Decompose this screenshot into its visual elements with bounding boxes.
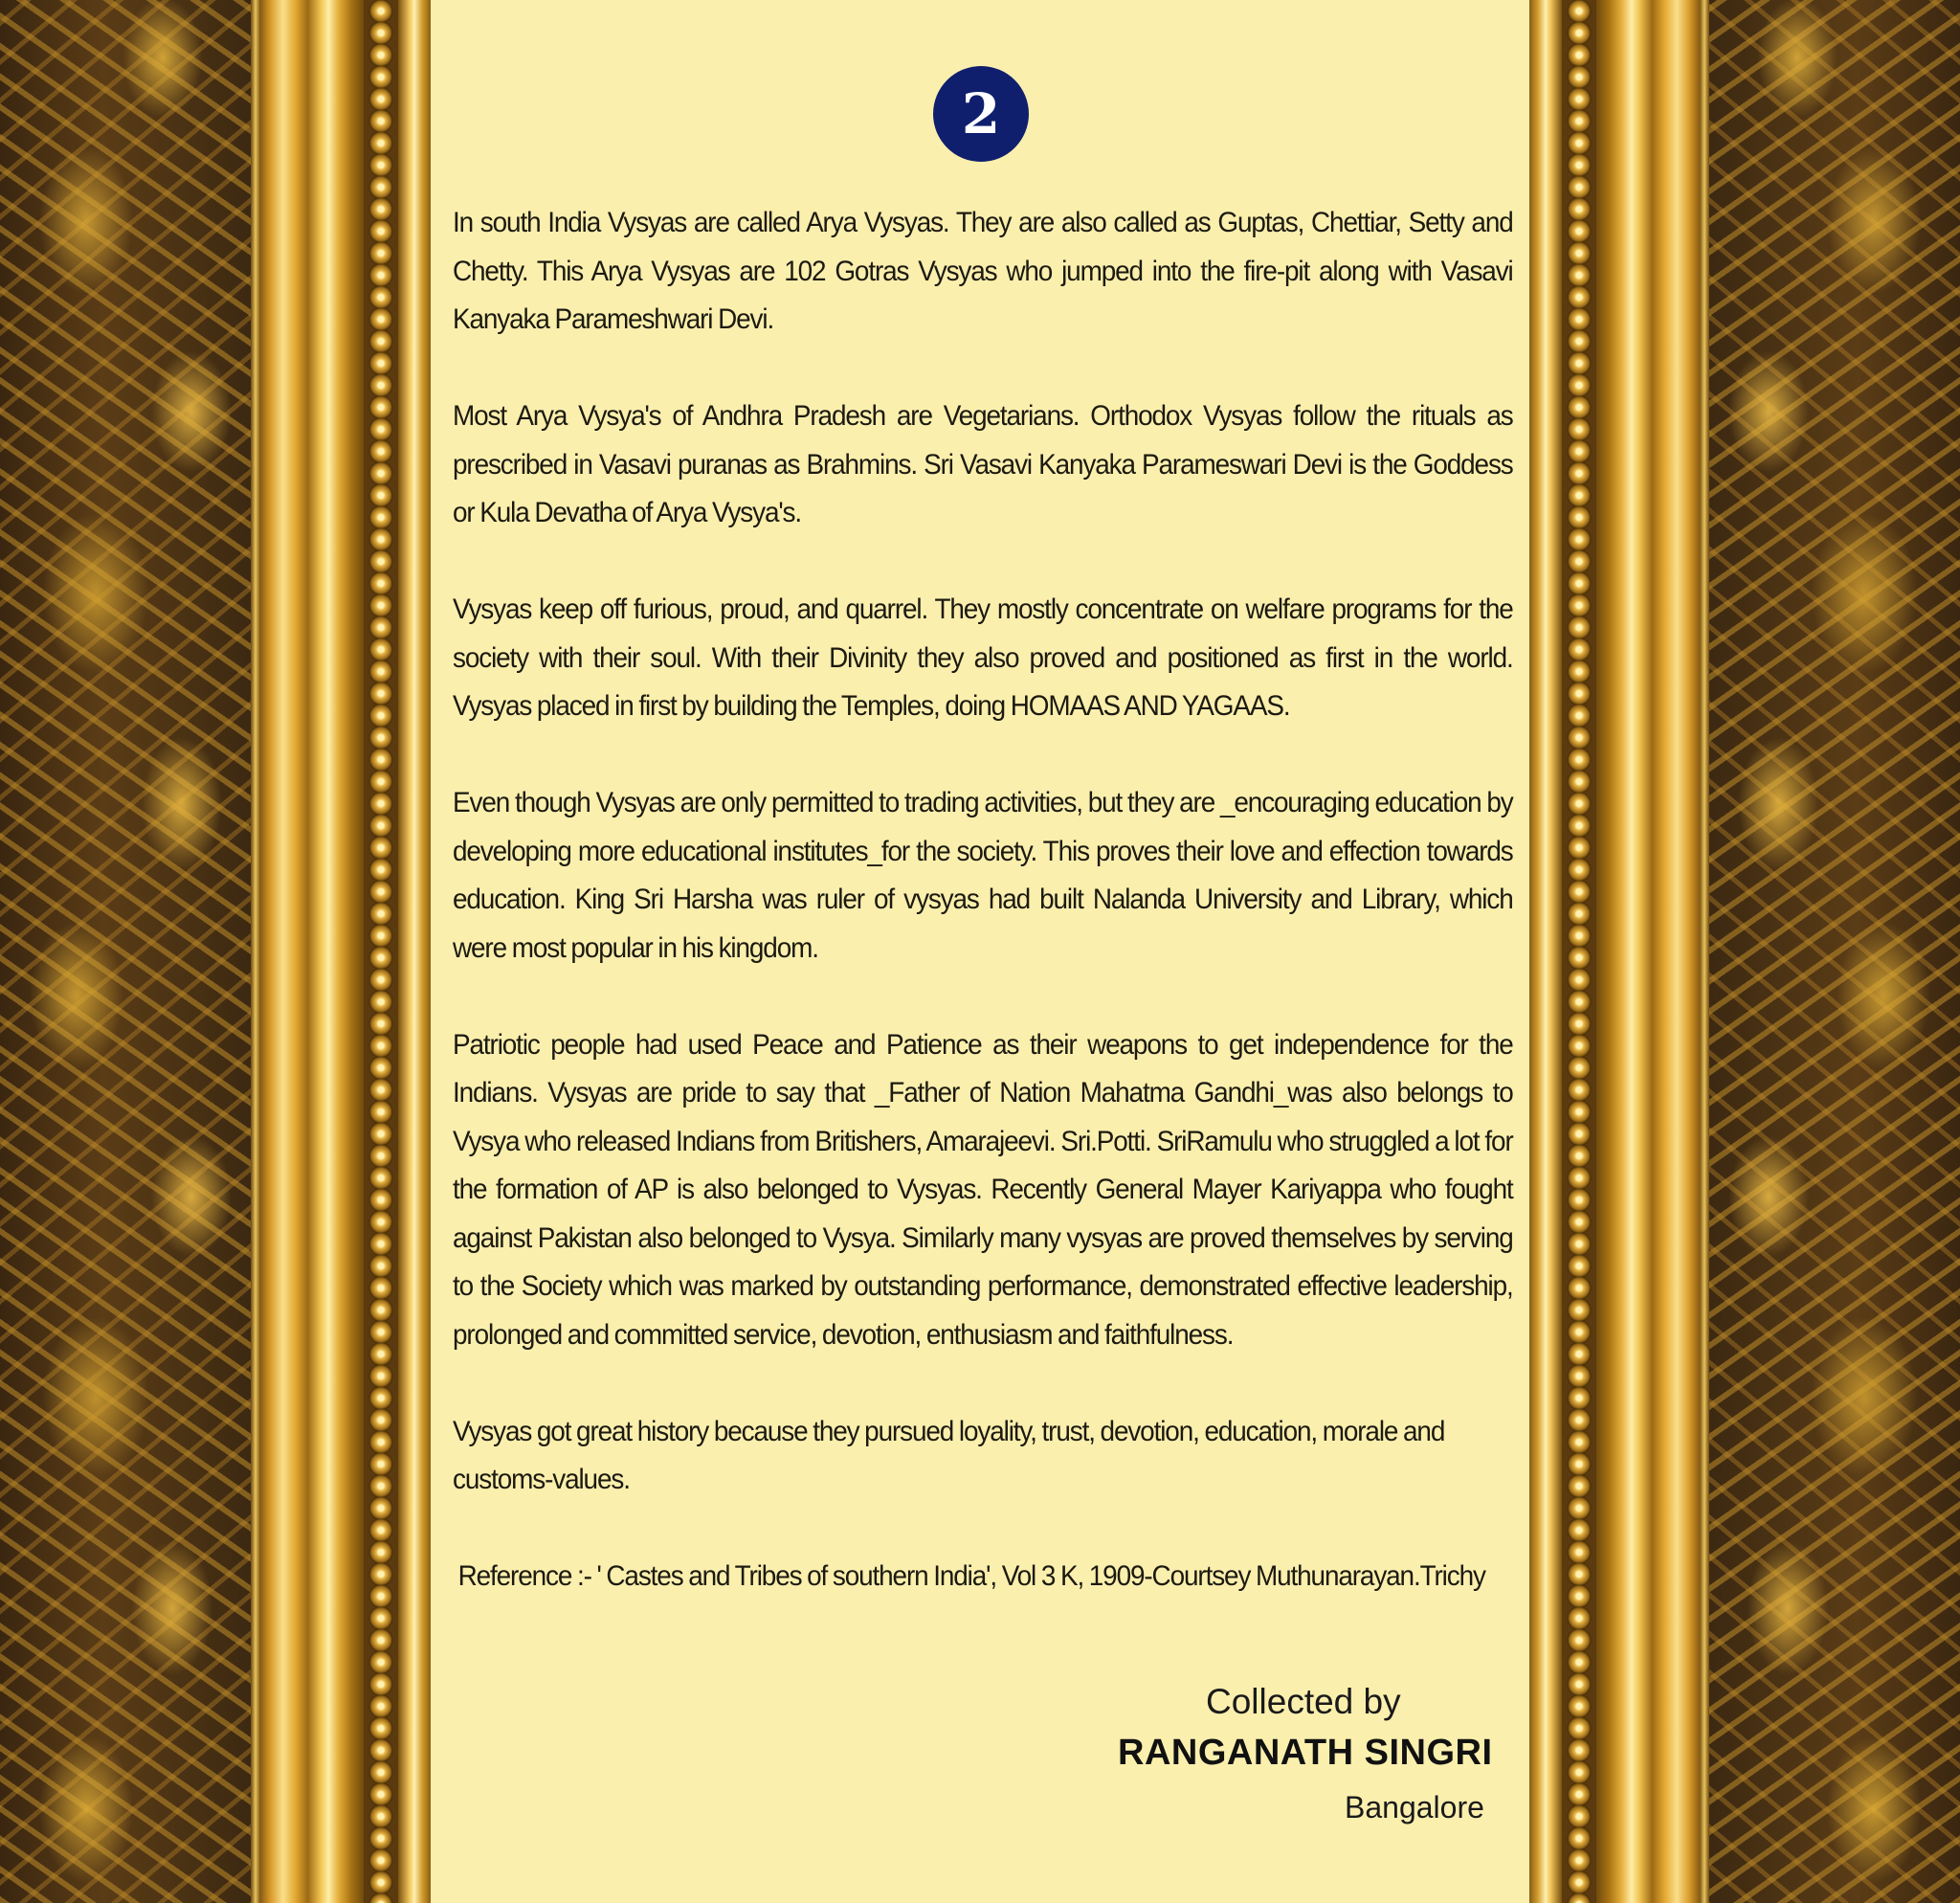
collector-city: Bangalore [1345,1790,1484,1825]
bead-border-right [1562,0,1596,1903]
page-number-badge [933,66,1029,162]
ornate-frame-left [0,0,431,1903]
gold-molding-right [1596,0,1700,1903]
reference-note: Reference :- ' Castes and Tribes of southern India', Vol 3 K, 1909-Courtsey Muthunarayan.Trichy [457,1560,1485,1592]
gold-molding-left [260,0,364,1903]
content-panel [431,0,1529,1903]
floral-carving-left [0,0,256,1903]
bead-border-left [364,0,398,1903]
paragraph: Most Arya Vysya's of Andhra Pradesh are Vegetarians. Orthodox Vysyas follow the rituals as prescribed in Vasavi puranas as Brahmins. Sri Vasavi Kanyaka Parameswari Devi is the Goddess or Kula Devatha of Arya Vysya's. [453,400,1513,528]
paragraph: Vysyas keep off furious, proud, and quarrel. They mostly concentrate on welfare programs for the society with their soul. With their Divinity they also proved and positioned as first in the world. Vysyas placed in first by building the Temples, doing HOMAAS AND YAGAAS. [453,593,1513,722]
collected-by-label: Collected by [1206,1682,1401,1721]
paragraph: Even though Vysyas are only permitted to trading activities, but they are _encouraging education by developing more educational institutes_for the society. This proves their love and effection towards education. King Sri Harsha was ruler of vysyas had built Nalanda University and Library, which were most popular in his kingdom. [453,787,1513,964]
paragraph: Patriotic people had used Peace and Patience as their weapons to get independence for the Indians. Vysyas are pride to say that _Father of Nation Mahatma Gandhi_was also belongs to Vysya who released Indians from Britishers, Amarajeevi. Sri.Potti. SriRamulu who struggled a lot for the formation of AP is also belonged to Vysyas. Recently General Mayer Kariyappa who fought against Pakistan also belonged to Vysya. Similarly many vysyas are proved themselves by serving to the Society which was marked by outstanding performance, demonstrated effective leadership, prolonged and committed service, devotion, enthusiasm and faithfulness. [453,1028,1513,1351]
paragraph: In south India Vysyas are called Arya Vysyas. They are also called as Guptas, Chettiar, Setty and Chetty. This Arya Vysyas are 102 Gotras Vysyas who jumped into the fire-pit along with Vasavi Kanyaka Parameshwari Devi. [453,207,1513,335]
floral-carving-right [1704,0,1960,1903]
page-number: 2 [961,81,1001,146]
paragraph: Vysyas got great history because they pursued loyality, trust, devotion, education, morale and customs-values. [453,1415,1445,1495]
collector-name: RANGANATH SINGRI [1118,1733,1493,1773]
article-body [453,199,1513,1601]
ornate-frame-right [1529,0,1960,1903]
